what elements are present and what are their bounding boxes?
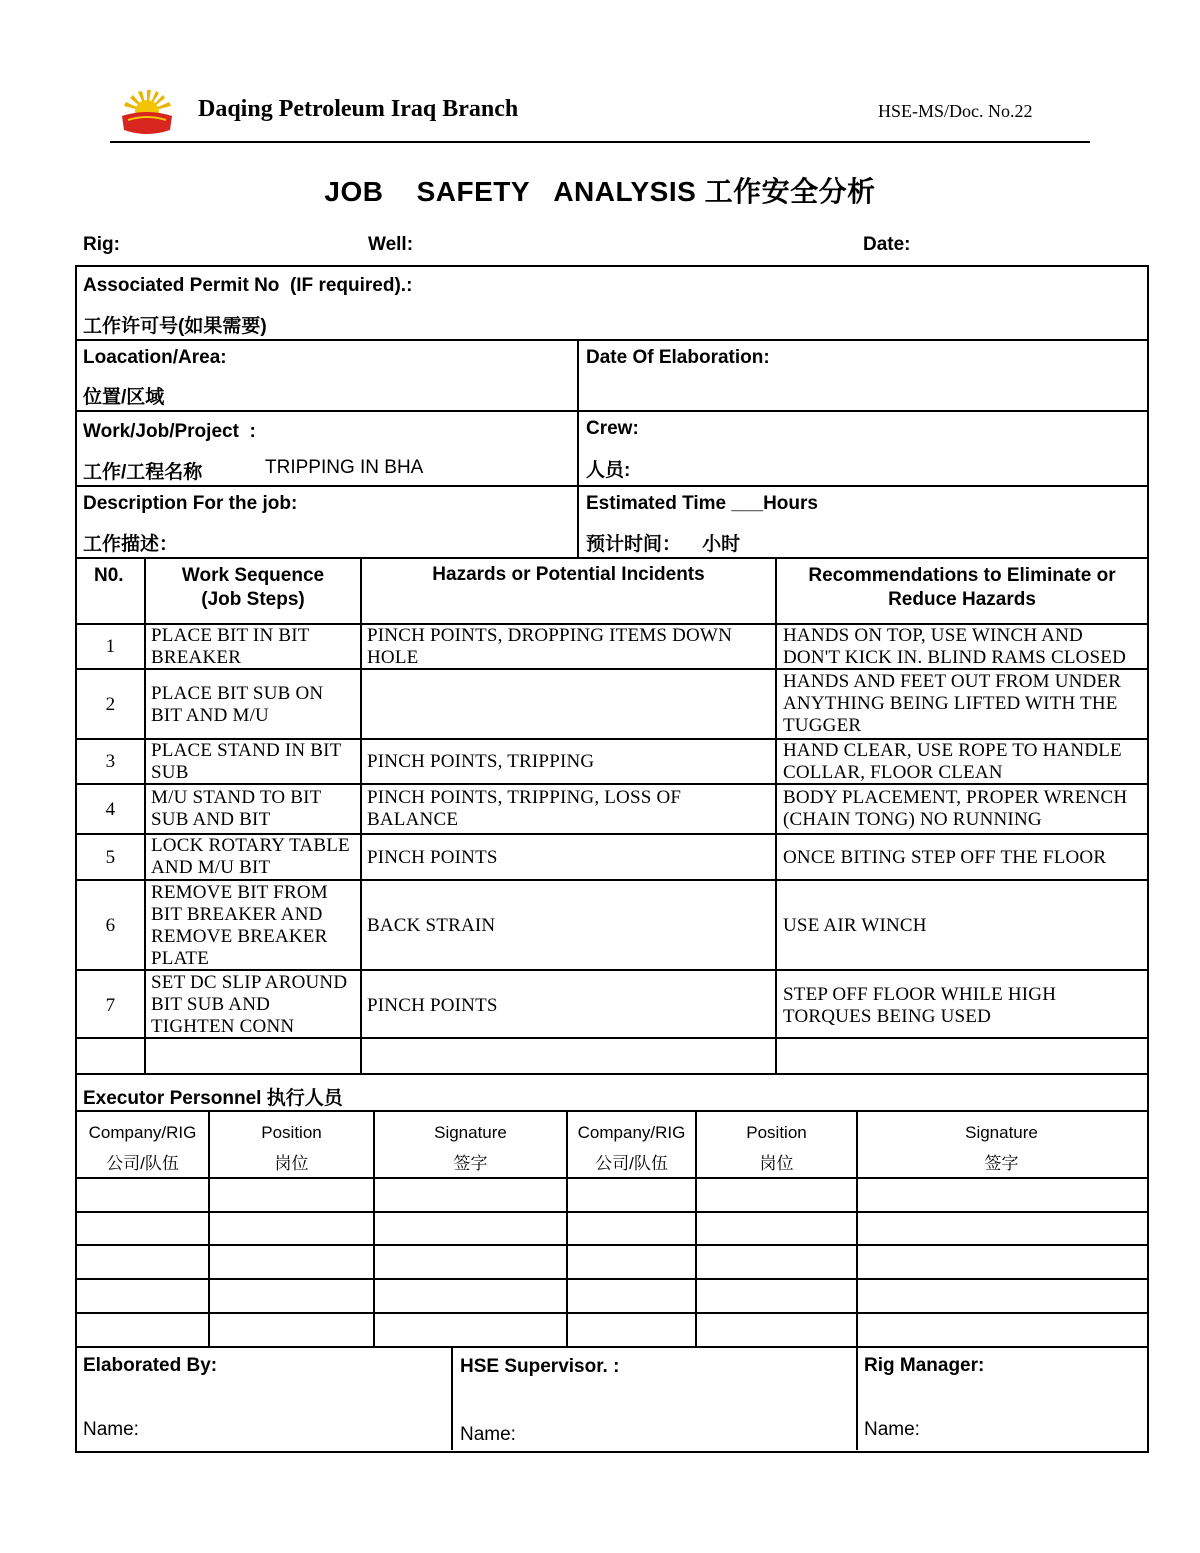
row-number: 2 — [105, 694, 116, 715]
description-label-cn: 工作描述： — [83, 534, 179, 555]
executor-col-position-en: Position — [261, 1123, 322, 1142]
col-header-recommendations-line1: Recommendations to Eliminate or — [808, 565, 1116, 586]
col-header-recommendations — [777, 564, 1147, 612]
row-step: SET DC SLIP AROUND BIT SUB AND TIGHTEN CONN — [151, 972, 348, 1037]
row-hazard: BACK STRAIN — [367, 915, 496, 936]
executor-col-signature-cn: 签字 — [453, 1154, 488, 1173]
hse-supervisor-label: HSE Supervisor. : — [460, 1356, 620, 1377]
col-header-hazards: Hazards or Potential Incidents — [432, 564, 705, 585]
row-recommendation: STEP OFF FLOOR WHILE HIGH TORQUES BEING USED — [783, 984, 1057, 1027]
row-recommendation: ONCE BITING STEP OFF THE FLOOR — [783, 847, 1107, 868]
executor-col-company-en: Company/RIG — [88, 1123, 197, 1142]
executor-col-signature-2-en: Signature — [965, 1123, 1038, 1142]
company-name: Daqing Petroleum Iraq Branch — [198, 96, 519, 122]
executor-col-position — [210, 1117, 373, 1179]
crew-label-cn: 人员: — [586, 460, 631, 481]
col-header-sequence-line2: (Job Steps) — [201, 589, 305, 610]
doc-number: HSE-MS/Doc. No.22 — [878, 101, 1033, 121]
row-step: PLACE STAND IN BIT SUB — [151, 740, 342, 783]
elaborated-by-name: Name: — [83, 1419, 139, 1440]
executor-col-signature-2 — [858, 1117, 1145, 1179]
executor-col-signature-en: Signature — [434, 1123, 507, 1142]
col-header-recommendations-line2: Reduce Hazards — [888, 589, 1036, 610]
row-hazard: PINCH POINTS, TRIPPING, LOSS OF BALANCE — [367, 787, 682, 830]
row-number: 3 — [105, 751, 116, 772]
crew-label: Crew: — [586, 418, 639, 439]
row-number: 4 — [105, 799, 116, 820]
row-number: 6 — [105, 915, 116, 936]
row-recommendation: HANDS AND FEET OUT FROM UNDER ANYTHING BEING LIFTED WITH THE TUGGER — [783, 671, 1122, 736]
date-label: Date: — [863, 234, 911, 255]
executor-col-company-2 — [568, 1117, 695, 1179]
row-recommendation: HAND CLEAR, USE ROPE TO HANDLE COLLAR, FLOOR CLEAN — [783, 740, 1122, 783]
row-recommendation: BODY PLACEMENT, PROPER WRENCH (CHAIN TONG) NO RUNNING — [783, 787, 1128, 830]
rig-manager-name: Name: — [864, 1419, 920, 1440]
row-step: M/U STAND TO BIT SUB AND BIT — [151, 787, 322, 830]
executor-col-signature — [375, 1117, 566, 1179]
page-title: JOB SAFETY ANALYSIS 工作安全分析 — [324, 176, 876, 207]
row-step: LOCK ROTARY TABLE AND M/U BIT — [151, 835, 350, 878]
row-hazard: PINCH POINTS, DROPPING ITEMS DOWN HOLE — [367, 625, 732, 668]
row-step: REMOVE BIT FROM BIT BREAKER AND REMOVE BREAKER PLATE — [151, 882, 328, 969]
col-header-sequence-line1: Work Sequence — [181, 565, 325, 586]
row-hazard: PINCH POINTS — [367, 847, 498, 868]
executor-col-company-cn: 公司/队伍 — [106, 1154, 179, 1173]
hse-supervisor-name: Name: — [460, 1424, 516, 1445]
work-value: TRIPPING IN BHA — [265, 457, 424, 478]
elaboration-date-label: Date Of Elaboration: — [586, 347, 770, 368]
header-rule — [110, 141, 1090, 143]
executor-col-position-cn: 岗位 — [274, 1154, 309, 1173]
row-recommendation: USE AIR WINCH — [783, 915, 927, 936]
row-recommendation: HANDS ON TOP, USE WINCH AND DON'T KICK IN. BLIND RAMS CLOSED — [783, 625, 1127, 668]
executor-col-position-2-cn: 岗位 — [759, 1154, 794, 1173]
estimated-time-label-cn: 预计时间： 小时 — [586, 534, 741, 555]
col-header-sequence — [146, 564, 360, 612]
executor-col-company-2-en: Company/RIG — [577, 1123, 686, 1142]
work-label: Work/Job/Project : — [83, 421, 256, 442]
location-label: Loacation/Area: — [83, 347, 227, 368]
work-label-cn: 工作/工程名称 — [83, 462, 203, 483]
executor-title: Executor Personnel 执行人员 — [83, 1088, 343, 1109]
row-hazard: PINCH POINTS — [367, 995, 498, 1016]
row-number: 5 — [105, 847, 116, 868]
well-label: Well: — [368, 234, 414, 255]
description-label: Description For the job: — [83, 493, 298, 514]
executor-col-position-2 — [697, 1117, 856, 1179]
row-number: 1 — [105, 636, 116, 657]
executor-col-company — [77, 1117, 208, 1179]
rig-label: Rig: — [83, 234, 120, 255]
row-step: PLACE BIT IN BIT BREAKER — [151, 625, 310, 668]
row-number: 7 — [105, 995, 116, 1016]
permit-label-cn: 工作许可号(如果需要) — [83, 316, 267, 337]
row-step: PLACE BIT SUB ON BIT AND M/U — [151, 683, 324, 726]
executor-col-company-2-cn: 公司/队伍 — [595, 1154, 668, 1173]
company-logo — [118, 86, 176, 136]
col-header-no: N0. — [94, 565, 124, 586]
rig-manager-label: Rig Manager: — [864, 1355, 985, 1376]
row-hazard: PINCH POINTS, TRIPPING — [367, 751, 595, 772]
elaborated-by-label: Elaborated By: — [83, 1355, 218, 1376]
estimated-time-label: Estimated Time ___Hours — [586, 493, 818, 514]
location-label-cn: 位置/区域 — [83, 387, 165, 408]
executor-col-position-2-en: Position — [746, 1123, 807, 1142]
permit-label: Associated Permit No (IF required).: — [83, 275, 413, 296]
executor-col-signature-2-cn: 签字 — [984, 1154, 1019, 1173]
